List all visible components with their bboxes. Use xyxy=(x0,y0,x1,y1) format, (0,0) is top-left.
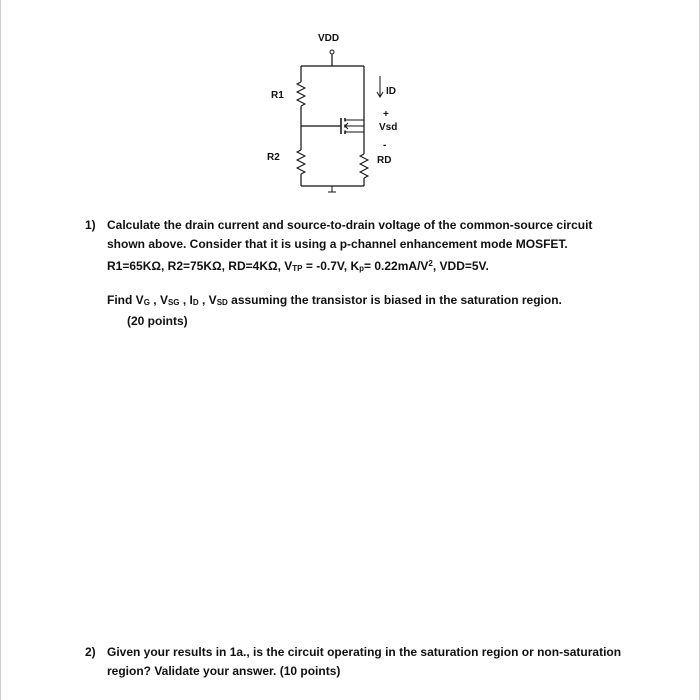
kp-subscript: p xyxy=(359,264,365,273)
id-symbol: I xyxy=(189,293,193,307)
id-label: ID xyxy=(386,86,396,97)
rd-label: RD xyxy=(377,155,392,166)
kp-superscript: 2 xyxy=(428,259,433,268)
find-separator-3: , xyxy=(198,293,209,307)
vsd-symbol: V xyxy=(208,293,217,307)
question-1-points: (20 points) xyxy=(127,314,188,328)
vtp-symbol: V xyxy=(284,259,293,273)
id-subscript: D xyxy=(192,298,199,307)
find-separator-2: , xyxy=(179,293,190,307)
question-1-find xyxy=(107,291,627,312)
vsd-subscript: SD xyxy=(216,298,228,307)
vdd-value: , VDD=5V. xyxy=(432,259,489,273)
question-1-line-2: shown above. Consider that it is using a p-channel enhancement mode MOSFET. xyxy=(107,237,568,251)
kp-value: = 0.22mA/V xyxy=(364,259,429,273)
vsd-label: Vsd xyxy=(379,122,398,133)
r2-resistor xyxy=(297,150,305,174)
question-2-text xyxy=(107,643,627,681)
resistor-values: R1=65KΩ, R2=75KΩ, RD=4KΩ, xyxy=(107,259,285,273)
vdd-label: VDD xyxy=(318,33,340,44)
question-1-line-1: Calculate the drain current and source-to-drain voltage of the common-source circuit xyxy=(107,218,593,232)
question-2-line-2: region? Validate your answer. (10 points) xyxy=(107,664,341,678)
circuit-diagram xyxy=(251,26,421,206)
find-prefix: Find xyxy=(107,293,136,307)
question-1-number: 1) xyxy=(85,218,96,232)
vg-subscript: G xyxy=(143,298,150,307)
vsd-plus: + xyxy=(383,109,389,120)
r1-label: R1 xyxy=(271,90,284,101)
vdd-terminal xyxy=(330,50,334,54)
vsg-symbol: V xyxy=(159,293,168,307)
question-1-parameters xyxy=(107,254,627,278)
question-2-number: 2) xyxy=(85,645,96,659)
r1-resistor xyxy=(297,82,305,106)
rd-resistor xyxy=(360,154,368,178)
kp-symbol: K xyxy=(350,259,360,273)
question-2-line-1: Given your results in 1a., is the circuit operating in the saturation region or non-saturation xyxy=(107,645,622,659)
question-1-text xyxy=(107,216,627,278)
vg-symbol: V xyxy=(135,293,144,307)
find-separator-1: , xyxy=(149,293,160,307)
find-suffix: assuming the transistor is biased in the saturation region. xyxy=(227,293,562,307)
vtp-value: = -0.7V, xyxy=(302,259,351,273)
vtp-subscript: TP xyxy=(292,264,303,273)
vsg-subscript: SG xyxy=(167,298,180,307)
r2-label: R2 xyxy=(267,152,280,163)
vsd-minus: - xyxy=(383,140,387,151)
